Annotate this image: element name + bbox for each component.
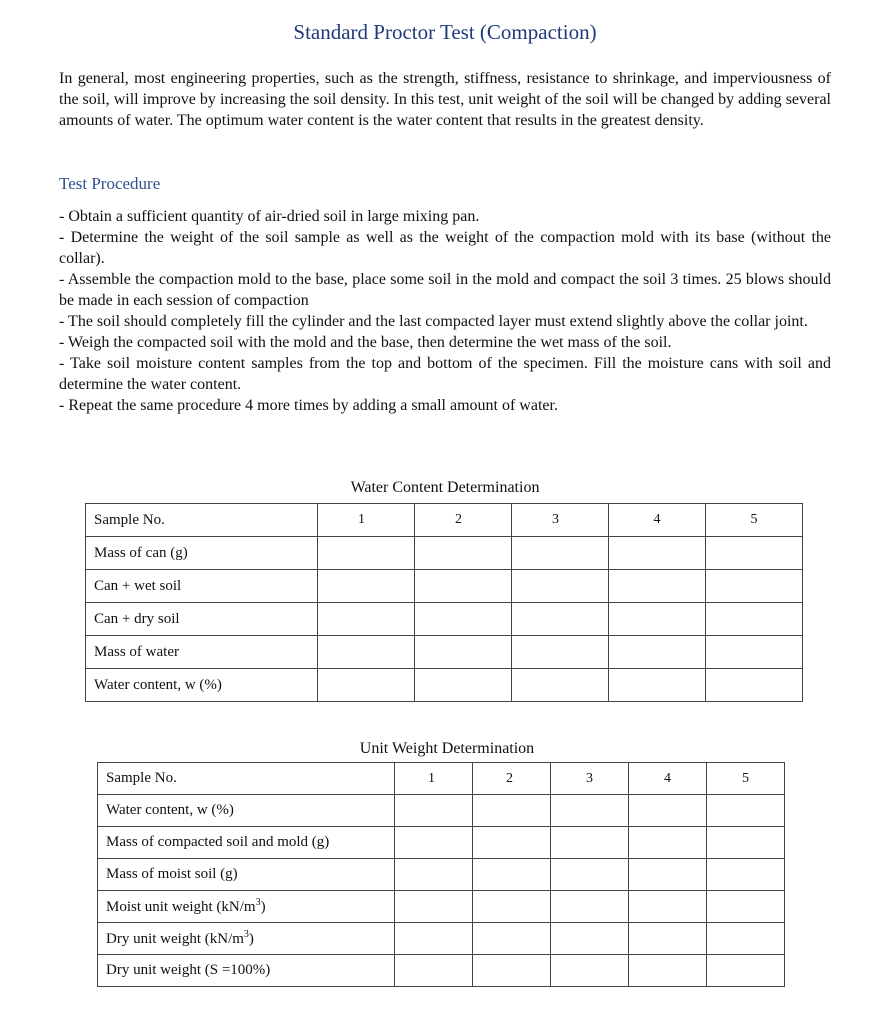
data-cell[interactable] xyxy=(415,537,512,570)
row-label-close: ) xyxy=(248,931,254,947)
data-cell[interactable] xyxy=(318,570,415,603)
data-cell[interactable] xyxy=(395,827,473,859)
row-label: Water content, w (%) xyxy=(98,795,395,827)
data-cell[interactable] xyxy=(473,891,551,923)
data-cell[interactable] xyxy=(629,923,707,955)
data-cell[interactable] xyxy=(629,891,707,923)
data-cell[interactable] xyxy=(415,636,512,669)
sample-number-cell: 2 xyxy=(473,763,551,795)
data-cell[interactable] xyxy=(318,537,415,570)
data-cell[interactable] xyxy=(706,570,803,603)
data-cell[interactable] xyxy=(473,795,551,827)
procedure-heading: Test Procedure xyxy=(59,174,161,193)
row-label: Can + dry soil xyxy=(86,603,318,636)
data-cell[interactable] xyxy=(415,669,512,702)
data-cell[interactable] xyxy=(512,570,609,603)
table-row xyxy=(98,827,785,859)
document-title: Standard Proctor Test (Compaction) xyxy=(293,20,597,44)
row-label-text: Moist unit weight (kN/m xyxy=(106,899,256,915)
sample-number-cell: 4 xyxy=(609,504,706,537)
table-row xyxy=(98,955,785,987)
data-cell[interactable] xyxy=(706,537,803,570)
table-row xyxy=(98,859,785,891)
data-cell[interactable] xyxy=(473,827,551,859)
row-label xyxy=(98,891,395,923)
data-cell[interactable] xyxy=(551,955,629,987)
data-cell[interactable] xyxy=(707,923,785,955)
procedure-step: - Weigh the compacted soil with the mold and the base, then determine the wet mass of the soil. xyxy=(59,334,672,351)
intro-paragraph: In general, most engineering properties, such as the strength, stiffness, resistance to shrinkage, and imperviousness of the soil, will improve by increasing the soil density. In this test, unit weight of the soil will be changed by adding several amounts of water. The optimum water content is the water content that results in the greatest density. xyxy=(59,70,831,129)
data-cell[interactable] xyxy=(551,859,629,891)
sample-number-cell: 2 xyxy=(415,504,512,537)
row-label: Mass of moist soil (g) xyxy=(98,859,395,891)
data-cell[interactable] xyxy=(706,636,803,669)
data-cell[interactable] xyxy=(395,955,473,987)
row-label: Water content, w (%) xyxy=(86,669,318,702)
table-header-cell: Sample No. xyxy=(98,763,395,795)
data-cell[interactable] xyxy=(415,570,512,603)
row-label: Mass of can (g) xyxy=(86,537,318,570)
data-cell[interactable] xyxy=(609,603,706,636)
procedure-step: - Repeat the same procedure 4 more times by adding a small amount of water. xyxy=(59,397,558,414)
data-cell[interactable] xyxy=(395,859,473,891)
data-cell[interactable] xyxy=(707,891,785,923)
procedure-step: - Determine the weight of the soil sample as well as the weight of the compaction mold with its base (without the collar). xyxy=(59,229,831,267)
row-label-close: ) xyxy=(260,899,266,915)
data-cell[interactable] xyxy=(512,537,609,570)
sample-number-cell: 3 xyxy=(551,763,629,795)
data-cell[interactable] xyxy=(609,570,706,603)
data-cell[interactable] xyxy=(512,669,609,702)
row-label: Can + wet soil xyxy=(86,570,318,603)
data-cell[interactable] xyxy=(609,537,706,570)
data-cell[interactable] xyxy=(707,827,785,859)
procedure-step: - Assemble the compaction mold to the base, place some soil in the mold and compact the soil 3 times. 25 blows should be made in each session of compaction xyxy=(59,271,831,309)
sample-number-cell: 5 xyxy=(706,504,803,537)
table-row xyxy=(86,669,803,702)
data-cell[interactable] xyxy=(707,955,785,987)
sample-number-cell: 1 xyxy=(395,763,473,795)
table-header-cell: Sample No. xyxy=(86,504,318,537)
procedure-step: - Obtain a sufficient quantity of air-dried soil in large mixing pan. xyxy=(59,208,480,225)
data-cell[interactable] xyxy=(395,795,473,827)
sample-number-cell: 1 xyxy=(318,504,415,537)
data-cell[interactable] xyxy=(629,795,707,827)
data-cell[interactable] xyxy=(395,891,473,923)
data-cell[interactable] xyxy=(512,636,609,669)
data-cell[interactable] xyxy=(551,923,629,955)
data-cell[interactable] xyxy=(629,827,707,859)
data-cell[interactable] xyxy=(609,636,706,669)
unit-weight-table xyxy=(97,762,785,987)
table-row xyxy=(86,636,803,669)
data-cell[interactable] xyxy=(473,859,551,891)
data-cell[interactable] xyxy=(318,603,415,636)
data-cell[interactable] xyxy=(629,859,707,891)
unit-table-caption: Unit Weight Determination xyxy=(359,740,535,757)
data-cell[interactable] xyxy=(551,795,629,827)
table-row xyxy=(98,923,785,955)
data-cell[interactable] xyxy=(318,669,415,702)
superscript: 3 xyxy=(243,929,249,940)
data-cell[interactable] xyxy=(473,955,551,987)
row-label: Mass of water xyxy=(86,636,318,669)
table-row xyxy=(86,504,803,537)
table-row xyxy=(86,570,803,603)
data-cell[interactable] xyxy=(629,955,707,987)
sample-number-cell: 3 xyxy=(512,504,609,537)
water-table-caption: Water Content Determination xyxy=(350,479,540,496)
data-cell[interactable] xyxy=(707,859,785,891)
table-row xyxy=(98,795,785,827)
data-cell[interactable] xyxy=(395,923,473,955)
data-cell[interactable] xyxy=(473,923,551,955)
water-content-table xyxy=(85,503,803,702)
procedure-steps xyxy=(59,206,831,416)
table-row xyxy=(86,537,803,570)
table-row xyxy=(98,891,785,923)
sample-number-cell: 4 xyxy=(629,763,707,795)
data-cell[interactable] xyxy=(706,669,803,702)
data-cell[interactable] xyxy=(551,891,629,923)
superscript: 3 xyxy=(255,897,261,908)
data-cell[interactable] xyxy=(551,827,629,859)
data-cell[interactable] xyxy=(318,636,415,669)
data-cell[interactable] xyxy=(609,669,706,702)
data-cell[interactable] xyxy=(415,603,512,636)
row-label-text: Dry unit weight (kN/m xyxy=(106,931,244,947)
procedure-step: - The soil should completely fill the cylinder and the last compacted layer must extend slightly above the collar joint. xyxy=(59,313,808,330)
row-label: Mass of compacted soil and mold (g) xyxy=(98,827,395,859)
data-cell[interactable] xyxy=(706,603,803,636)
procedure-step: - Take soil moisture content samples from the top and bottom of the specimen. Fill the moisture cans with soil and determine the water content. xyxy=(59,355,831,393)
row-label: Dry unit weight (S =100%) xyxy=(98,955,395,987)
data-cell[interactable] xyxy=(707,795,785,827)
sample-number-cell: 5 xyxy=(707,763,785,795)
table-row xyxy=(98,763,785,795)
data-cell[interactable] xyxy=(512,603,609,636)
table-row xyxy=(86,603,803,636)
row-label xyxy=(98,923,395,955)
